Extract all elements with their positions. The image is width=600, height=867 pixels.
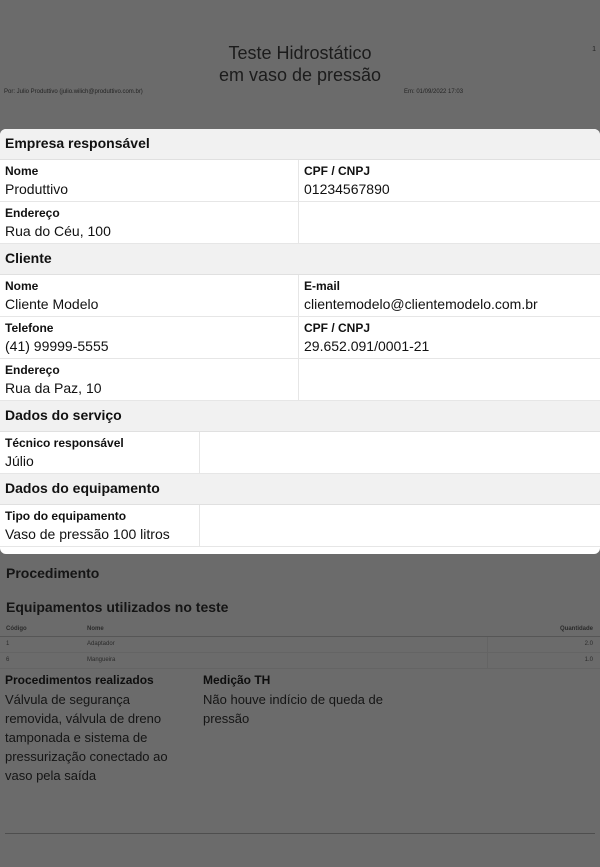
equipamento-section-heading: Dados do equipamento (0, 474, 600, 505)
empty-cell (200, 505, 600, 547)
cliente-email-field (299, 275, 600, 317)
field-label: E-mail (304, 279, 341, 293)
cliente-section (0, 275, 600, 401)
cliente-cpf-field (299, 317, 600, 359)
servico-section-heading: Dados do serviço (0, 401, 600, 432)
cliente-section-heading: Cliente (0, 244, 600, 275)
field-label: Endereço (5, 206, 60, 220)
empty-cell (299, 202, 600, 244)
empty-cell (200, 432, 600, 474)
empresa-section-heading: Empresa responsável (0, 129, 600, 160)
field-label: Telefone (5, 321, 54, 335)
field-value: Vaso de pressão 100 litros (5, 526, 170, 542)
tecnico-field (0, 432, 200, 474)
details-card (0, 129, 600, 554)
servico-section (0, 432, 600, 474)
empresa-section (0, 160, 600, 244)
field-label: Endereço (5, 363, 60, 377)
field-label: Tipo do equipamento (5, 509, 127, 523)
field-label: CPF / CNPJ (304, 321, 371, 335)
field-value: Júlio (5, 453, 34, 469)
field-label: Nome (5, 164, 39, 178)
equipamento-section (0, 505, 600, 547)
empty-cell (299, 359, 600, 401)
field-value: 29.652.091/0001-21 (304, 338, 430, 354)
empresa-nome-field (0, 160, 299, 202)
empresa-endereco-field (0, 202, 299, 244)
field-value: 01234567890 (304, 181, 390, 197)
cliente-telefone-field (0, 317, 299, 359)
cliente-endereco-field (0, 359, 299, 401)
field-value: Cliente Modelo (5, 296, 99, 312)
field-value: Produttivo (5, 181, 69, 197)
empresa-cpf-field (299, 160, 600, 202)
cliente-nome-field (0, 275, 299, 317)
field-value: Rua do Céu, 100 (5, 223, 111, 239)
field-value: clientemodelo@clientemodelo.com.br (304, 296, 538, 312)
field-value: Rua da Paz, 10 (5, 380, 102, 396)
field-label: Técnico responsável (5, 436, 124, 450)
field-label: CPF / CNPJ (304, 164, 371, 178)
field-value: (41) 99999-5555 (5, 338, 109, 354)
field-label: Nome (5, 279, 39, 293)
tipo-equipamento-field (0, 505, 200, 547)
